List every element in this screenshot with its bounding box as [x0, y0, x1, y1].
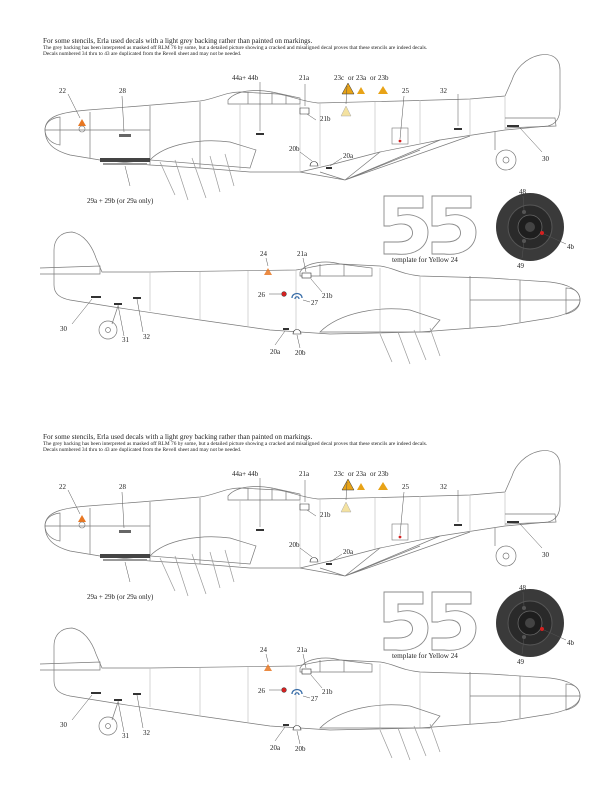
stencil-20a	[326, 167, 332, 169]
tailwheel-strut-stbd	[112, 702, 118, 720]
decal-sheet-bottom	[0, 396, 609, 792]
label-25: 25	[402, 483, 409, 491]
template-caption: template for Yellow 24	[392, 652, 458, 660]
label-49: 49	[517, 262, 524, 270]
tail-wheel	[496, 150, 516, 170]
tail-wheel-hub	[503, 553, 509, 559]
cowling-stbd	[470, 276, 580, 328]
underwing-ribs	[160, 154, 234, 200]
label-44: 44a+ 44b	[232, 470, 259, 478]
stencil-32	[454, 524, 462, 526]
panel-lines	[240, 493, 505, 568]
stencils-starboard	[91, 268, 311, 334]
tail-wheel-hub-stbd	[106, 328, 111, 333]
labels-starboard	[60, 250, 333, 357]
stencil-21a-stbd	[302, 669, 311, 674]
label-or-1: or	[348, 470, 354, 478]
aircraft-diagrams	[0, 396, 609, 792]
tail-wheel-hub-stbd	[106, 724, 111, 729]
label-30: 30	[542, 155, 549, 163]
label-23c: 23c	[334, 470, 345, 478]
stencil-44	[256, 529, 264, 531]
label-or-1: or	[348, 74, 354, 82]
labels-starboard	[60, 646, 333, 753]
label-48: 48	[519, 188, 526, 196]
label-21a: 21a	[299, 470, 310, 478]
profile-starboard-side	[40, 232, 580, 364]
stencil-29b	[103, 163, 147, 165]
label-22: 22	[59, 483, 66, 491]
canopy-frame-stbd	[320, 660, 344, 672]
stencil-20b-stbd	[293, 330, 301, 335]
stencil-h-triangle	[341, 106, 351, 116]
tail-wheel-stbd	[99, 717, 117, 735]
stencil-20b-stbd	[293, 726, 301, 731]
label-20b-stbd: 20b	[295, 745, 306, 753]
stencil-21a	[300, 108, 309, 114]
label-23a: 23a	[356, 74, 367, 82]
stencil-25	[399, 536, 402, 539]
label-20a: 20a	[343, 152, 354, 160]
stencil-23b	[378, 86, 388, 94]
stencil-23b	[378, 482, 388, 490]
label-23b: 23b	[378, 74, 389, 82]
label-44: 44a+ 44b	[232, 74, 259, 82]
stencil-30-stbd	[91, 296, 101, 298]
label-32: 32	[440, 87, 447, 95]
tail-wheel	[496, 546, 516, 566]
tail-rigging	[300, 136, 470, 180]
number-55-outline	[384, 592, 476, 650]
stencil-20b	[310, 558, 318, 563]
template-caption: template for Yellow 24	[392, 256, 458, 264]
stencil-21a-stbd	[302, 273, 311, 278]
label-30-stbd: 30	[60, 721, 67, 729]
labels-port	[59, 74, 550, 205]
stabilizer-stbd	[40, 662, 100, 670]
label-4b: 4b	[567, 639, 574, 647]
canopy	[228, 91, 300, 104]
label-32: 32	[440, 483, 447, 491]
wheel-decal	[496, 193, 564, 261]
label-21b-stbd: 21b	[322, 292, 333, 300]
note-line-2: Decals numbered 34 thru to 43 are duplicated from the Revell sheet and may not be needed.	[43, 447, 242, 454]
label-4b: 4b	[567, 243, 574, 251]
stencil-26	[282, 292, 287, 297]
underwing-ribs	[160, 550, 234, 596]
label-21b: 21b	[320, 115, 331, 123]
stencil-26	[282, 688, 287, 693]
stencil-31	[114, 303, 122, 305]
stencil-32-stbd	[133, 297, 141, 299]
tailwheel-strut-stbd	[112, 306, 118, 324]
stencil-30-stbd	[91, 692, 101, 694]
stencil-32-stbd	[133, 693, 141, 695]
label-32-stbd: 32	[143, 333, 150, 341]
profile-starboard-side	[40, 628, 580, 760]
stencil-22-triangle	[78, 515, 86, 522]
note-heading: For some stencils, Erla used decals with a light grey backing rather than painted on markings.	[43, 433, 313, 441]
stencil-23c	[342, 479, 354, 490]
note-line-2: Decals numbered 34 thru to 43 are duplicated from the Revell sheet and may not be needed.	[43, 51, 242, 58]
stencil-22-ring	[79, 522, 85, 528]
label-21b-stbd: 21b	[322, 688, 333, 696]
stencil-28	[119, 134, 131, 137]
label-29: 29a + 29b (or 29a only)	[87, 197, 154, 205]
label-25: 25	[402, 87, 409, 95]
label-31: 31	[122, 336, 129, 344]
fuselage-outline-stbd	[54, 628, 580, 730]
tail-rigging	[300, 532, 470, 576]
labels-port	[59, 470, 550, 601]
label-49: 49	[517, 658, 524, 666]
stencil-22-triangle	[78, 119, 86, 126]
wheel-decal	[496, 589, 564, 657]
leader-lines-port	[68, 478, 542, 582]
label-20b: 20b	[289, 541, 300, 549]
spinner	[45, 513, 60, 541]
label-20a-stbd: 20a	[270, 348, 281, 356]
panel-lines-stbd	[150, 664, 420, 730]
stencils-port	[78, 83, 519, 169]
stencil-20a	[326, 563, 332, 565]
stencil-30	[507, 125, 519, 127]
label-31: 31	[122, 732, 129, 740]
label-21b: 21b	[320, 511, 331, 519]
stencil-22-ring	[79, 126, 85, 132]
label-48: 48	[519, 584, 526, 592]
label-29: 29a + 29b (or 29a only)	[87, 593, 154, 601]
underwing-ribs-stbd	[380, 328, 440, 364]
label-21a: 21a	[299, 74, 310, 82]
stabilizer-stbd	[40, 266, 100, 274]
label-21a-stbd: 21a	[297, 646, 308, 654]
label-24: 24	[260, 250, 267, 258]
label-24: 24	[260, 646, 267, 654]
tail-wheel-stbd	[99, 321, 117, 339]
stencil-27	[292, 690, 302, 696]
panel-lines-stbd	[150, 268, 420, 334]
label-30-stbd: 30	[60, 325, 67, 333]
stencil-24	[264, 268, 272, 275]
leader-lines-port	[68, 82, 542, 186]
stencil-23c	[342, 83, 354, 94]
canopy-frame-stbd	[320, 264, 344, 276]
stencil-20b	[310, 162, 318, 167]
label-32-stbd: 32	[143, 729, 150, 737]
label-20a: 20a	[343, 548, 354, 556]
stencil-27	[292, 294, 302, 300]
stencil-44	[256, 133, 264, 135]
label-or-2: or	[370, 74, 376, 82]
number-55-outline	[384, 196, 476, 254]
label-22: 22	[59, 87, 66, 95]
fuselage-outline-stbd	[54, 232, 580, 334]
stencil-23a	[357, 87, 365, 94]
underwing-ribs-stbd	[380, 724, 440, 760]
label-27: 27	[311, 695, 318, 703]
label-or-2: or	[370, 470, 376, 478]
canopy	[228, 487, 300, 500]
panel-lines	[240, 97, 505, 172]
note-heading: For some stencils, Erla used decals with a light grey backing rather than painted on markings.	[43, 37, 313, 45]
stencil-29a	[100, 158, 150, 162]
label-23c: 23c	[334, 74, 345, 82]
label-27: 27	[311, 299, 318, 307]
stencil-29b	[103, 559, 147, 561]
stencil-21a	[300, 504, 309, 510]
label-28: 28	[119, 483, 126, 491]
stencil-20a-stbd	[283, 328, 289, 330]
stencil-31	[114, 699, 122, 701]
tail-wheel-hub	[503, 157, 509, 163]
stencil-28	[119, 530, 131, 533]
note-line-1: The grey backing has been interpreted as masked off RLM 76 by some, but a detailed picture showing a cracked and misaligned decal proves that these stencils are indeed decals.	[43, 441, 428, 448]
label-23a: 23a	[356, 470, 367, 478]
label-21a-stbd: 21a	[297, 250, 308, 258]
stencils-starboard	[91, 664, 311, 730]
stencil-h-triangle	[341, 502, 351, 512]
label-20a-stbd: 20a	[270, 744, 281, 752]
stencil-25	[399, 140, 402, 143]
label-30: 30	[542, 551, 549, 559]
spinner	[45, 117, 60, 145]
stencil-30	[507, 521, 519, 523]
label-23b: 23b	[378, 470, 389, 478]
label-20b-stbd: 20b	[295, 349, 306, 357]
label-20b: 20b	[289, 145, 300, 153]
stencil-32	[454, 128, 462, 130]
label-26: 26	[258, 291, 265, 299]
stencils-port	[78, 479, 519, 565]
note-line-1: The grey backing has been interpreted as masked off RLM 76 by some, but a detailed picture showing a cracked and misaligned decal proves that these stencils are indeed decals.	[43, 45, 428, 52]
stencil-20a-stbd	[283, 724, 289, 726]
stencil-29a	[100, 554, 150, 558]
stencil-24	[264, 664, 272, 671]
label-26: 26	[258, 687, 265, 695]
stencil-23a	[357, 483, 365, 490]
label-28: 28	[119, 87, 126, 95]
cowling-stbd	[470, 672, 580, 724]
